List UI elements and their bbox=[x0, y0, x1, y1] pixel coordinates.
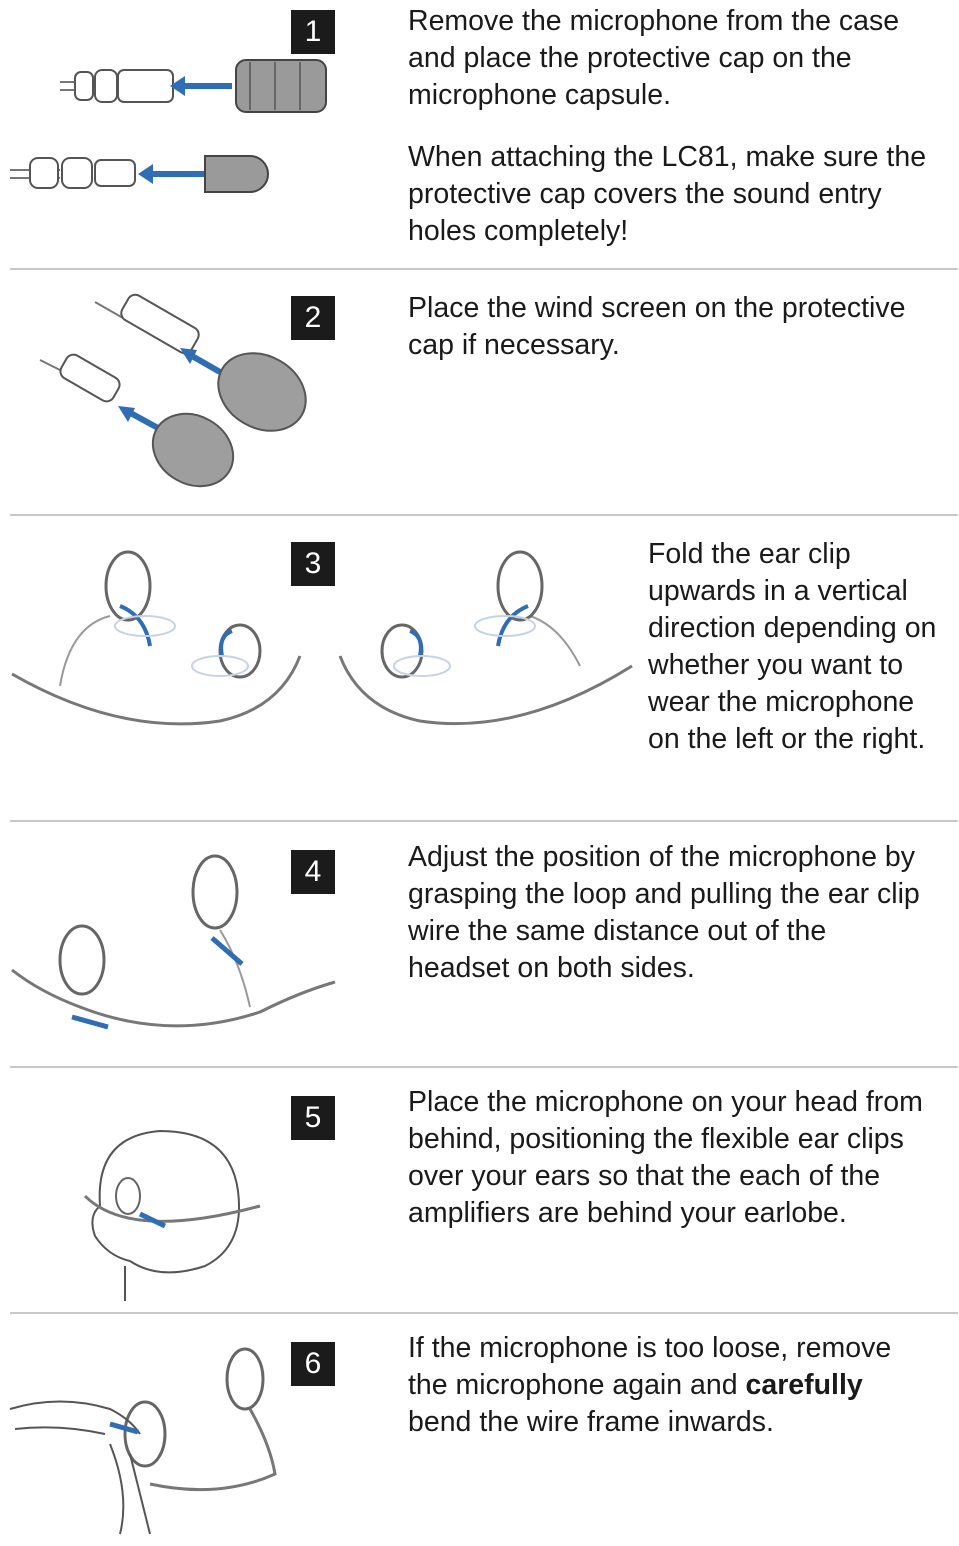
step-instruction: Place the wind screen on the protective cap if necessary. bbox=[408, 292, 906, 361]
step-number-badge: 2 bbox=[291, 296, 335, 340]
adjust-position-illustration bbox=[0, 842, 340, 1062]
bend-wire-frame-illustration bbox=[0, 1324, 300, 1544]
step-number-badge: 4 bbox=[291, 850, 335, 894]
step-1 bbox=[0, 0, 959, 268]
step-number-badge: 6 bbox=[291, 1342, 335, 1386]
step-3 bbox=[0, 516, 959, 820]
instruction-text: bend the wire frame inwards. bbox=[408, 1406, 774, 1438]
step-instruction bbox=[408, 3, 928, 250]
step-number-badge: 5 bbox=[291, 1096, 335, 1140]
capsule-cap-illustration bbox=[0, 30, 340, 260]
step-number-badge: 3 bbox=[291, 542, 335, 586]
step-instruction: Fold the ear clip upwards in a vertical direction depending on whether you want to wear the microphone on the left or the right. bbox=[648, 538, 937, 755]
step-instruction bbox=[408, 1330, 928, 1441]
step-5 bbox=[0, 1068, 959, 1312]
step-instruction: Place the microphone on your head from behind, positioning the flexible ear clips over your ears so that the each of the amplifiers are behind your earlobe. bbox=[408, 1086, 923, 1229]
step-2 bbox=[0, 270, 959, 514]
emphasis-text: carefully bbox=[745, 1369, 863, 1401]
step-4 bbox=[0, 822, 959, 1066]
instruction-paragraph: Remove the microphone from the case and place the protective cap on the microphone capsule. bbox=[408, 5, 900, 111]
wearing-headset-illustration bbox=[0, 1096, 280, 1316]
wind-screen-illustration bbox=[0, 280, 330, 510]
instruction-text: If the microphone is too loose, remove the microphone again and bbox=[408, 1332, 892, 1401]
step-number-badge: 1 bbox=[291, 10, 335, 54]
step-instruction: Adjust the position of the microphone by grasping the loop and pulling the ear clip wire the same distance out of the headset on both sides. bbox=[408, 841, 920, 984]
step-6 bbox=[0, 1314, 959, 1546]
instruction-paragraph: When attaching the LC81, make sure the protective cap covers the sound entry holes completely! bbox=[408, 141, 927, 247]
